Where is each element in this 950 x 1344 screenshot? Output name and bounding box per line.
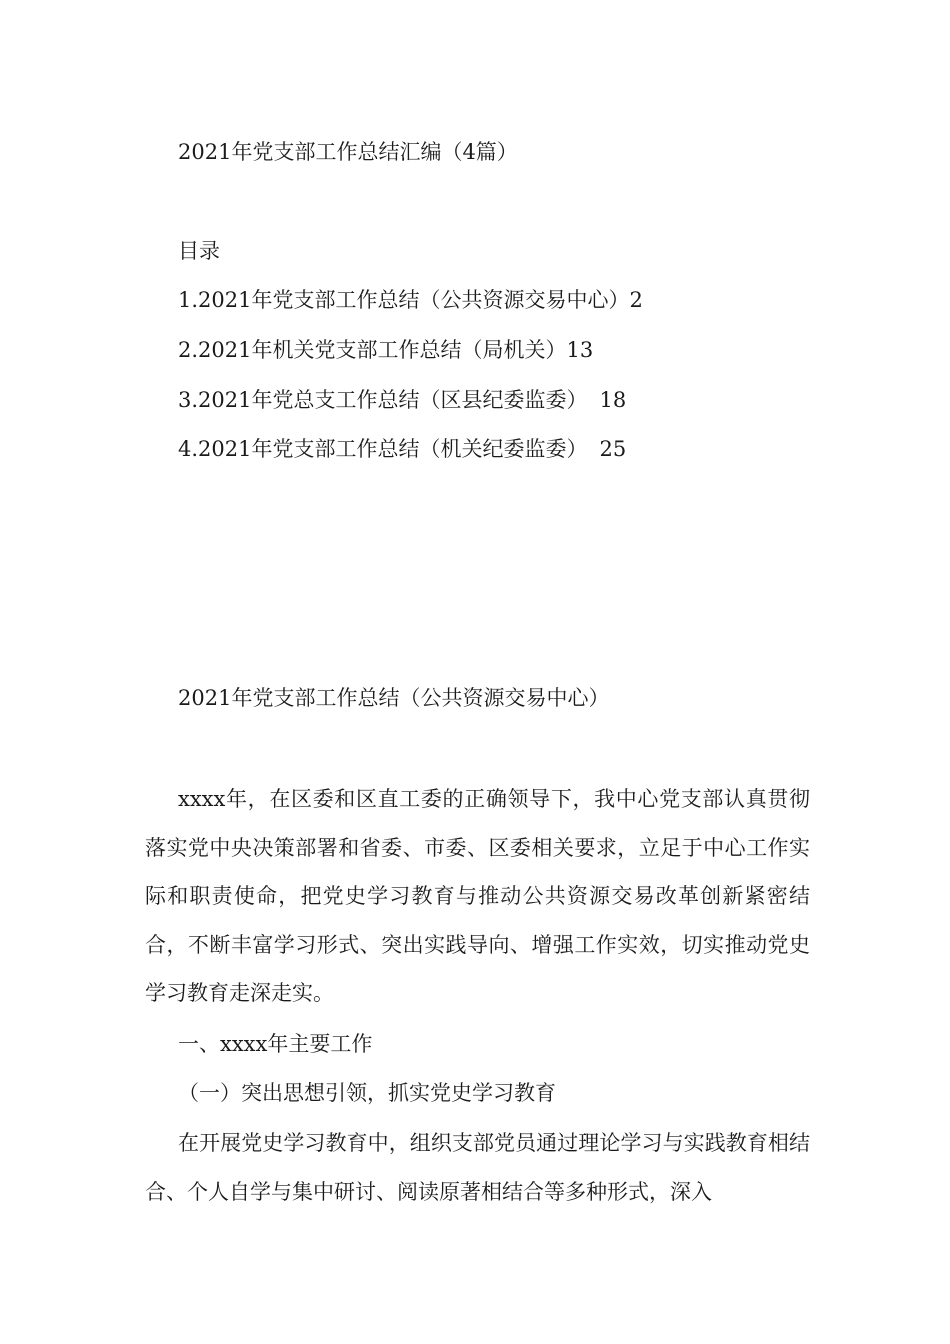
toc-item-page: 13 bbox=[566, 338, 594, 362]
toc-item[interactable] bbox=[178, 335, 593, 365]
toc-item-label: 1.2021年党支部工作总结（公共资源交易中心） bbox=[178, 288, 630, 312]
toc-item-page: 2 bbox=[629, 288, 643, 312]
toc-item-label: 2.2021年机关党支部工作总结（局机关） bbox=[178, 338, 567, 362]
toc-item-page: 25 bbox=[599, 437, 627, 461]
document-title: 2021年党支部工作总结汇编（4篇） bbox=[178, 140, 518, 164]
section-title: 2021年党支部工作总结（公共资源交易中心） bbox=[178, 686, 610, 710]
toc-item-label: 4.2021年党支部工作总结（机关纪委监委） bbox=[178, 437, 588, 461]
toc-item[interactable] bbox=[178, 385, 626, 415]
toc-heading: 目录 bbox=[178, 239, 220, 263]
intro-paragraph: xxxx年，在区委和区直工委的正确领导下，我中心党支部认真贯彻落实党中央决策部署和省委、市委、区委相关要求，立足于中心工作实际和职责使命，把党史学习教育与推动公共资源交易改革创新紧密结合，不断丰富学习形式、突出实践导向、增强工作实效，切实推动党史学习教育走深走实。 bbox=[145, 787, 810, 1005]
toc-item[interactable] bbox=[178, 285, 643, 315]
toc-item-page: 18 bbox=[599, 388, 627, 412]
toc-item-label: 3.2021年党总支工作总结（区县纪委监委） bbox=[178, 388, 588, 412]
toc-item[interactable] bbox=[178, 434, 626, 464]
subsection-heading: （一）突出思想引领，抓实党史学习教育 bbox=[178, 1081, 556, 1105]
section-heading: 一、xxxx年主要工作 bbox=[178, 1032, 373, 1056]
body-paragraph: 在开展党史学习教育中，组织支部党员通过理论学习与实践教育相结合、个人自学与集中研讨、阅读原著相结合等多种形式，深入 bbox=[145, 1131, 810, 1204]
